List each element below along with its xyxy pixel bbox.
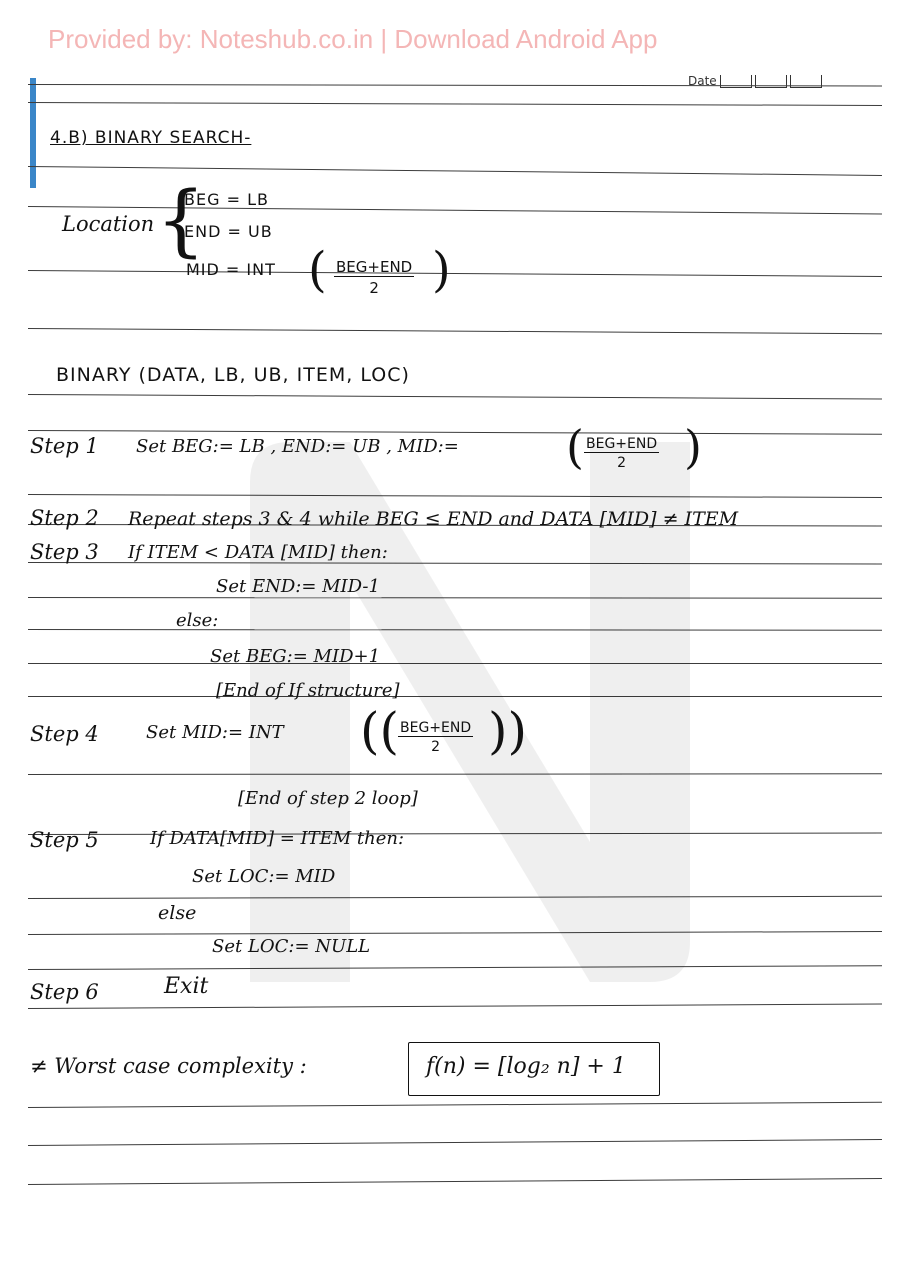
step2-label: Step 2 xyxy=(30,506,99,530)
step4-text: Set MID:= INT xyxy=(146,722,284,743)
location-beg: BEG = LB xyxy=(184,190,269,209)
step4-lparen: (( xyxy=(360,702,400,760)
step5-label: Step 5 xyxy=(30,828,99,852)
location-mid-lparen: ( xyxy=(308,242,327,298)
step1-fraction xyxy=(584,436,659,471)
location-mid-rparen: ) xyxy=(432,242,451,298)
step1-lparen: ( xyxy=(566,420,584,474)
step5-set-null: Set LOC:= NULL xyxy=(212,936,371,957)
location-brace: { xyxy=(156,176,206,266)
page-margin-bar xyxy=(30,78,36,188)
complexity-label: ≠ Worst case complexity : xyxy=(30,1054,307,1078)
location-end: END = UB xyxy=(184,222,273,241)
location-mid: MID = INT xyxy=(186,260,276,279)
step1-denominator: 2 xyxy=(617,455,627,471)
step3-set-beg: Set BEG:= MID+1 xyxy=(210,646,381,667)
location-label: Location xyxy=(62,212,155,236)
step5-set-loc: Set LOC:= MID xyxy=(192,866,336,887)
location-mid-fraction xyxy=(334,258,414,297)
date-label: Date xyxy=(688,74,717,88)
step4-label: Step 4 xyxy=(30,722,99,746)
step1-rparen: ) xyxy=(684,420,702,474)
algorithm-signature: BINARY (DATA, LB, UB, ITEM, LOC) xyxy=(56,364,410,386)
step4-fraction xyxy=(398,720,473,755)
step5-else: else xyxy=(158,902,197,924)
location-mid-denominator: 2 xyxy=(369,279,379,297)
step3-set-end: Set END:= MID-1 xyxy=(216,576,380,597)
step5-text: If DATA[MID] = ITEM then: xyxy=(150,828,405,849)
step4-numerator: BEG+END xyxy=(400,720,472,736)
location-mid-numerator: BEG+END xyxy=(336,258,413,276)
step1-text: Set BEG:= LB , END:= UB , MID:= xyxy=(136,436,459,457)
notebook-page xyxy=(0,62,910,1287)
step4-denominator: 2 xyxy=(431,739,441,755)
step1-label: Step 1 xyxy=(30,434,99,458)
step4-rparen: )) xyxy=(488,702,528,760)
step1-numerator: BEG+END xyxy=(586,436,658,452)
step3-label: Step 3 xyxy=(30,540,99,564)
step2-text: Repeat steps 3 & 4 while BEG ≤ END and DATA [MID] ≠ ITEM xyxy=(128,508,739,530)
watermark-text: Provided by: Noteshub.co.in | Download Android App xyxy=(48,24,658,54)
step3-end-if: [End of If structure] xyxy=(216,680,400,701)
step3-text: If ITEM < DATA [MID] then: xyxy=(128,542,388,563)
step6-label: Step 6 xyxy=(30,980,99,1004)
step6-text: Exit xyxy=(164,974,209,999)
step3-else: else: xyxy=(176,610,219,631)
section-title: 4.B) BINARY SEARCH- xyxy=(50,128,252,148)
complexity-formula: f(n) = [log₂ n] + 1 xyxy=(426,1054,626,1079)
step4-end-loop: [End of step 2 loop] xyxy=(238,788,418,809)
